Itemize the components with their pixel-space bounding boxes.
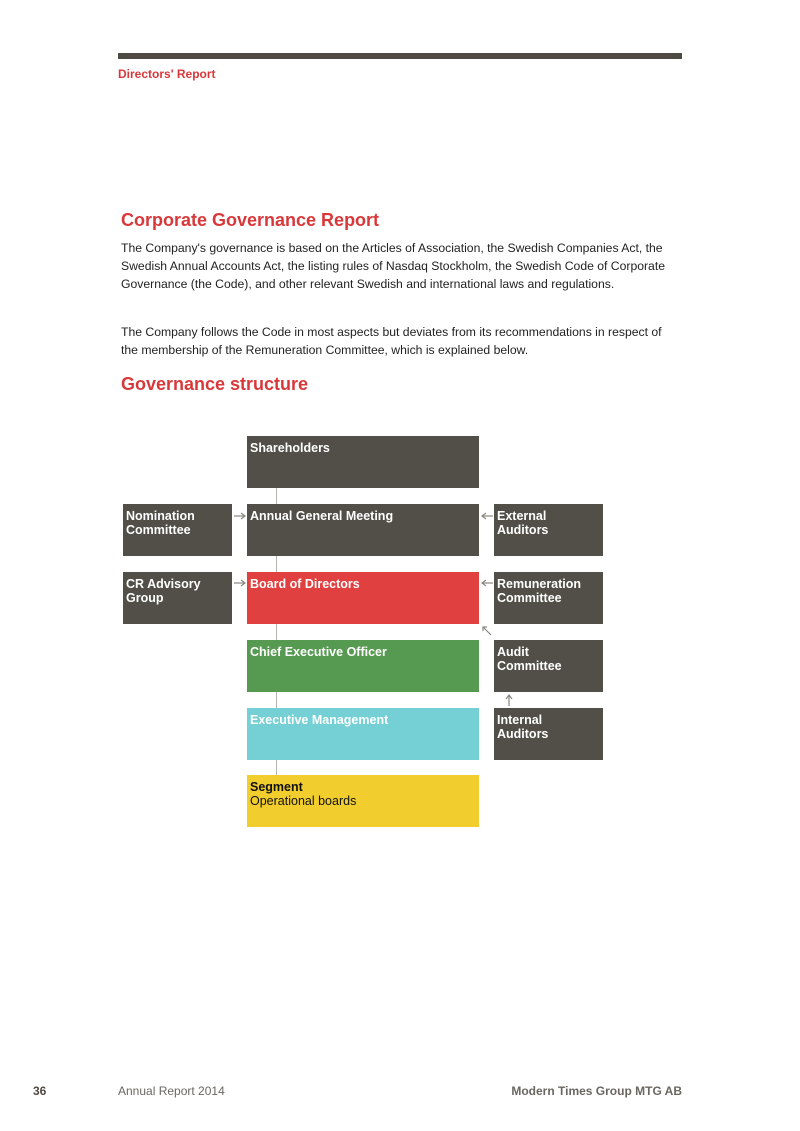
exec-box [247,708,479,760]
external-auditors-box [494,504,603,556]
remuneration-line-2: Committee [497,591,562,605]
arrow-diagonal-icon [481,625,493,637]
arrow-right-icon [233,511,247,521]
remuneration-line-1: Remuneration [497,577,582,591]
audit-committee-box [494,640,603,692]
arrow-up-icon [504,693,514,707]
cr-advisory-line-2: Group [126,591,164,605]
audit-committee-line-2: Committee [497,659,562,673]
footer-company: Modern Times Group MTG AB [511,1084,682,1098]
connector-line [276,488,277,504]
arrow-left-icon [480,511,494,521]
agm-box [247,504,479,556]
segment-box [247,775,479,827]
shareholders-label: Shareholders [250,441,330,455]
external-auditors-line-1: External [497,509,547,523]
nomination-box [123,504,232,556]
connector-line [276,692,277,708]
structure-title: Governance structure [121,374,309,394]
connector-line [276,624,277,640]
internal-auditors-line-2: Auditors [497,727,549,741]
cr-advisory-box [123,572,232,624]
arrow-right-icon [233,578,247,588]
section-label: Directors' Report [118,67,216,81]
remuneration-box [494,572,603,624]
board-box [247,572,479,624]
agm-label: Annual General Meeting [250,509,394,523]
ceo-label: Chief Executive Officer [250,645,387,659]
internal-auditors-box [494,708,603,760]
segment-subtitle: Operational boards [250,794,357,808]
top-rule [118,53,682,59]
external-auditors-line-2: Auditors [497,523,549,537]
footer-report: Annual Report 2014 [118,1084,225,1098]
board-label: Board of Directors [250,577,360,591]
exec-label: Executive Management [250,713,389,727]
nomination-line-1: Nomination [126,509,195,523]
audit-committee-line-1: Audit [497,645,529,659]
arrow-left-icon [480,578,494,588]
segment-title: Segment [250,780,303,794]
cr-advisory-line-1: CR Advisory [126,577,201,591]
paragraph-2: The Company follows the Code in most aspects but deviates from its recommendations in respect of the membership of the Remuneration Committee, which is explained below. [121,325,662,357]
nomination-line-2: Committee [126,523,191,537]
page-title: Corporate Governance Report [121,210,380,230]
shareholders-box [247,436,479,488]
connector-line [276,556,277,572]
connector-line [276,760,277,775]
page-number: 36 [33,1084,47,1098]
internal-auditors-line-1: Internal [497,713,543,727]
paragraph-1: The Company's governance is based on the Articles of Association, the Swedish Companies Act, the Swedish Annual Accounts Act, the listing rules of Nasdaq Stockholm, the Swedish Code of Corporate Governance (the Code), and other relevant Swedish and international laws and regulations. [121,241,666,291]
ceo-box [247,640,479,692]
